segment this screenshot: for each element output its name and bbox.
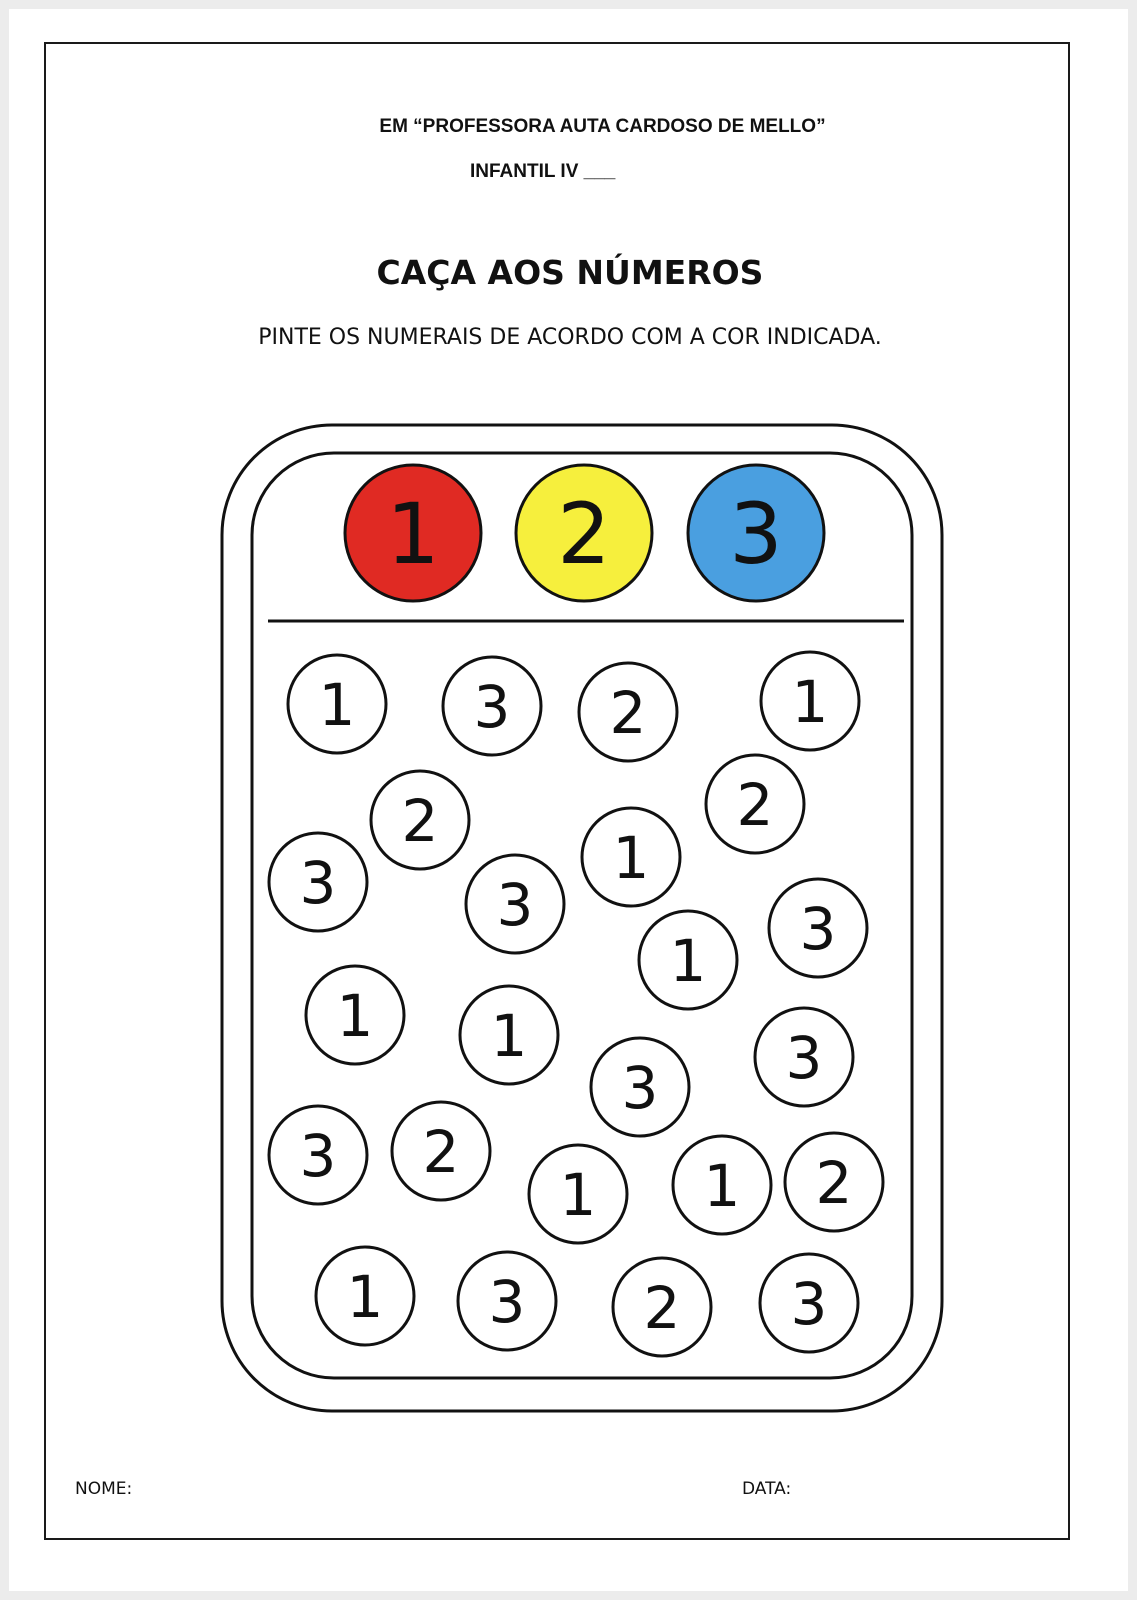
bubble-number: 1 — [559, 1161, 597, 1229]
number-bubble[interactable] — [639, 911, 737, 1009]
school-name: EM “PROFESSORA AUTA CARDOSO DE MELLO” — [379, 116, 826, 137]
bubble-number: 2 — [643, 1274, 681, 1342]
bubble-number: 2 — [815, 1149, 853, 1217]
bubble-number: 1 — [612, 824, 650, 892]
bubble-number: 3 — [299, 849, 337, 917]
bubble-number: 1 — [346, 1263, 384, 1331]
bubble-number: 1 — [791, 668, 829, 736]
number-bubble[interactable] — [269, 1106, 367, 1204]
bubble-number: 3 — [790, 1270, 828, 1338]
number-bubble[interactable] — [460, 986, 558, 1084]
number-bubbles — [269, 652, 883, 1356]
bubble-number: 1 — [490, 1002, 528, 1070]
number-bubble[interactable] — [760, 1254, 858, 1352]
legend-item-3 — [688, 465, 824, 601]
number-bubble[interactable] — [392, 1102, 490, 1200]
number-bubble[interactable] — [316, 1247, 414, 1345]
number-bubble[interactable] — [582, 808, 680, 906]
number-bubble[interactable] — [673, 1136, 771, 1234]
bubble-number: 3 — [785, 1024, 823, 1092]
number-bubble[interactable] — [288, 655, 386, 753]
legend-number: 3 — [729, 485, 783, 583]
number-bubble[interactable] — [529, 1145, 627, 1243]
bubble-number: 1 — [336, 982, 374, 1050]
bubble-number: 2 — [609, 679, 647, 747]
number-bubble[interactable] — [306, 966, 404, 1064]
color-legend — [345, 465, 824, 601]
bubble-number: 1 — [669, 927, 707, 995]
date-label: DATA: — [742, 1479, 792, 1499]
number-bubble[interactable] — [466, 855, 564, 953]
name-label: NOME: — [75, 1479, 133, 1499]
class-line: INFANTIL IV ___ — [470, 161, 616, 182]
number-bubble[interactable] — [371, 771, 469, 869]
number-bubble[interactable] — [761, 652, 859, 750]
activity-instruction: PINTE OS NUMERAIS DE ACORDO COM A COR INDICADA. — [258, 325, 882, 350]
bubble-number: 3 — [496, 871, 534, 939]
number-bubble[interactable] — [579, 663, 677, 761]
activity-title: CAÇA AOS NÚMEROS — [376, 253, 764, 292]
number-bubble[interactable] — [443, 657, 541, 755]
number-bubble[interactable] — [706, 755, 804, 853]
number-bubble[interactable] — [591, 1038, 689, 1136]
number-bubble[interactable] — [755, 1008, 853, 1106]
number-bubble[interactable] — [269, 833, 367, 931]
number-bubble[interactable] — [769, 879, 867, 977]
bubble-number: 3 — [473, 673, 511, 741]
legend-number: 2 — [557, 485, 611, 583]
legend-number: 1 — [386, 485, 440, 583]
number-bubble[interactable] — [785, 1133, 883, 1231]
bubble-number: 3 — [488, 1268, 526, 1336]
bubble-number: 1 — [703, 1152, 741, 1220]
number-bubble[interactable] — [613, 1258, 711, 1356]
bubble-number: 2 — [736, 771, 774, 839]
bubble-number: 2 — [422, 1118, 460, 1186]
bubble-number: 3 — [299, 1122, 337, 1190]
bubble-number: 3 — [799, 895, 837, 963]
bubble-number: 2 — [401, 787, 439, 855]
bubble-number: 1 — [318, 671, 356, 739]
bubble-number: 3 — [621, 1054, 659, 1122]
legend-item-2 — [516, 465, 652, 601]
legend-item-1 — [345, 465, 481, 601]
number-bubble[interactable] — [458, 1252, 556, 1350]
